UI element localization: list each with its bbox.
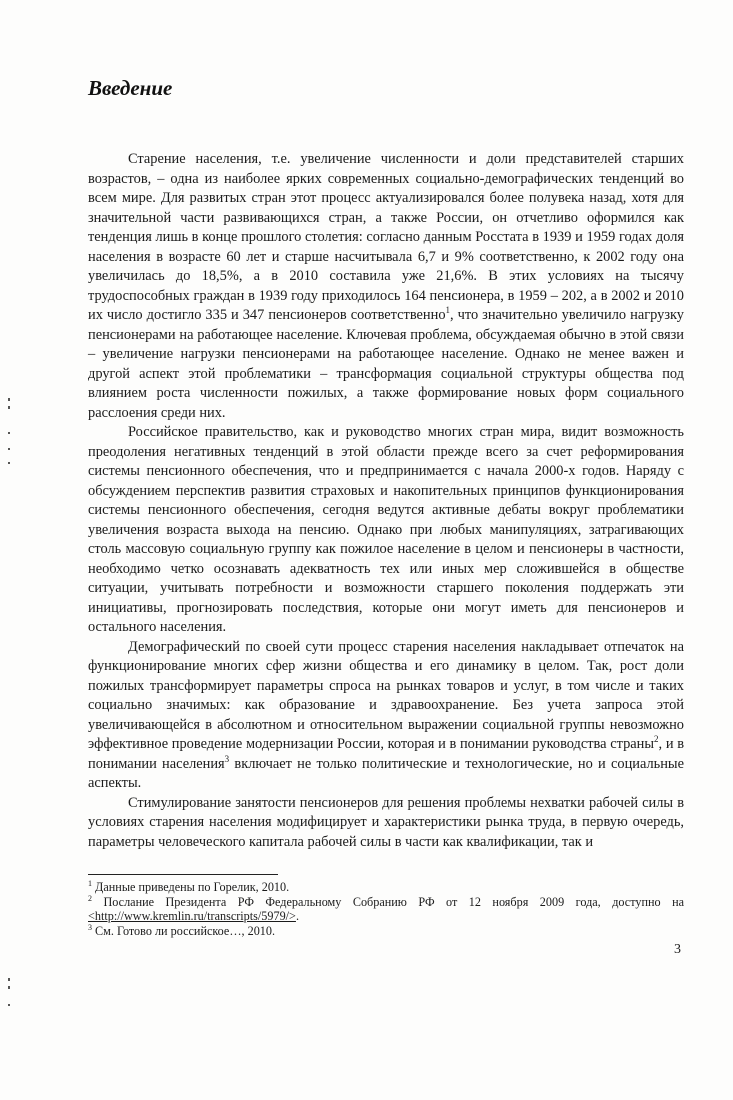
paragraph-text: , что значительно увеличило нагрузку пенсионерами на работающее население. Ключевая проблема, обсуждаемая обычно в этой связи – увеличение нагрузки пенсионерами на работающее население. Однако не менее важен и другой аспект этой проблематики – трансформация социальной структуры общества под влиянием роста численности пожилых, а также формирование новых форм социального расслоения среди них. [88, 307, 684, 421]
scan-margin-mark [8, 986, 10, 989]
body-text [88, 150, 684, 852]
footnote-number: 2 [88, 893, 92, 903]
footnote-text-end: . [295, 909, 299, 923]
scan-margin-mark [8, 398, 10, 401]
footnote-text: См. Готово ли российское…, 2010. [92, 923, 276, 938]
footnote-ref: 3 [224, 753, 230, 764]
paragraph-text: Российское правительство, как и руководство многих стран мира, видит возможность преодоления негативных тенденций в этой области прежде всего за счет реформирования системы пенсионного обеспечения, что и предпринимается с начала 2000-х годов. Наряду с обсуждением перспектив развития страховых и накопительных принципов функционирования системы пенсионного обеспечения, сегодня ведутся активные дебаты вокруг проблематики увеличения возраста выхода на пенсию. Однако при любых манипуляциях, затрагивающих столь массовую социальную группу как пожилое население в целом и пенсионеры в частности, необходимо четко осознавать адекватность тех или иных мер сложившейся в обществе ситуации, учитывать потребности и возможности старшего поколения поддержать эти инициативы, прогнозировать последствия, которые они могут иметь для пенсионеров и остального населения. [88, 424, 684, 635]
footnote-text: Данные приведены по Горелик, 2010. [92, 880, 290, 894]
paragraph-text: Старение населения, т.е. увеличение численности и доли представителей старших возрастов, – одна из наиболее ярких современных социально-демографических тенденций во всем мире. Для развитых стран этот процесс актуализировался более полувека назад, хотя для значительной части развивающихся стран, а также России, он отчетливо оформился как тенденция лишь в конце прошлого столетия: согласно данным Росстата в 1939 и 1959 годах доля населения в возрасте 60 лет и старше насчитывала 6,7 и 9% соответственно, к 2002 году она увеличилась до 18,5%, а в 2010 составила уже 21,6%. В этих условиях на тысячу трудоспособных граждан в 1939 году приходилось 164 пенсионера, в 1959 – 202, а в 2002 и 2010 их число достигло 335 и 347 пенсионеров соответственно [88, 151, 684, 323]
paragraph [88, 423, 684, 638]
footnote-ref: 2 [654, 734, 659, 745]
footnotes [88, 880, 684, 938]
footnote-link[interactable]: <http://www.kremlin.ru/transcripts/5979/> [88, 909, 296, 923]
page-number: 3 [674, 942, 681, 957]
footnote [88, 924, 684, 939]
footnote-divider [88, 874, 278, 875]
scan-margin-mark [8, 1004, 10, 1006]
footnote-number: 1 [88, 878, 92, 888]
paragraph-text: Стимулирование занятости пенсионеров для решения проблемы нехватки рабочей силы в условиях старения населения модифицирует и характеристики рынка труда, в первую очередь, параметры человеческого капитала рабочей силы в части как квалификации, так и [88, 794, 684, 850]
paragraph [88, 638, 684, 794]
paragraph-text: включает не только политические и технологические, но и социальные аспекты. [88, 755, 684, 791]
footnote [88, 895, 684, 924]
scan-margin-mark [8, 406, 10, 409]
section-heading: Введение [88, 76, 173, 100]
scan-margin-mark [8, 448, 10, 450]
scan-margin-mark [8, 432, 10, 434]
scan-margin-mark [8, 462, 10, 464]
paragraph [88, 794, 684, 853]
paragraph-text: , и в понимании населения [88, 736, 685, 772]
paragraph-text: Демографический по своей сути процесс старения населения накладывает отпечаток на функционирование многих сфер жизни общества и его динамику в целом. Так, рост доли пожилых трансформирует параметры спроса на рынках товаров и услуг, в том числе и таких социально значимых: как образование и здравоохранение. Без учета запроса этой увеличивающейся в абсолютном и относительном выражении социальной группы невозможно эффективное проведение модернизации России, которая и в понимании руководства страны [88, 638, 684, 752]
footnote-number: 3 [88, 922, 92, 932]
footnote-ref: 1 [445, 305, 451, 316]
footnote-text: Послание Президента РФ Федеральному Собранию РФ от 12 ноября 2009 года, доступно на [92, 894, 684, 909]
footnote [88, 880, 684, 895]
scan-margin-mark [8, 978, 10, 981]
paragraph [88, 150, 684, 423]
